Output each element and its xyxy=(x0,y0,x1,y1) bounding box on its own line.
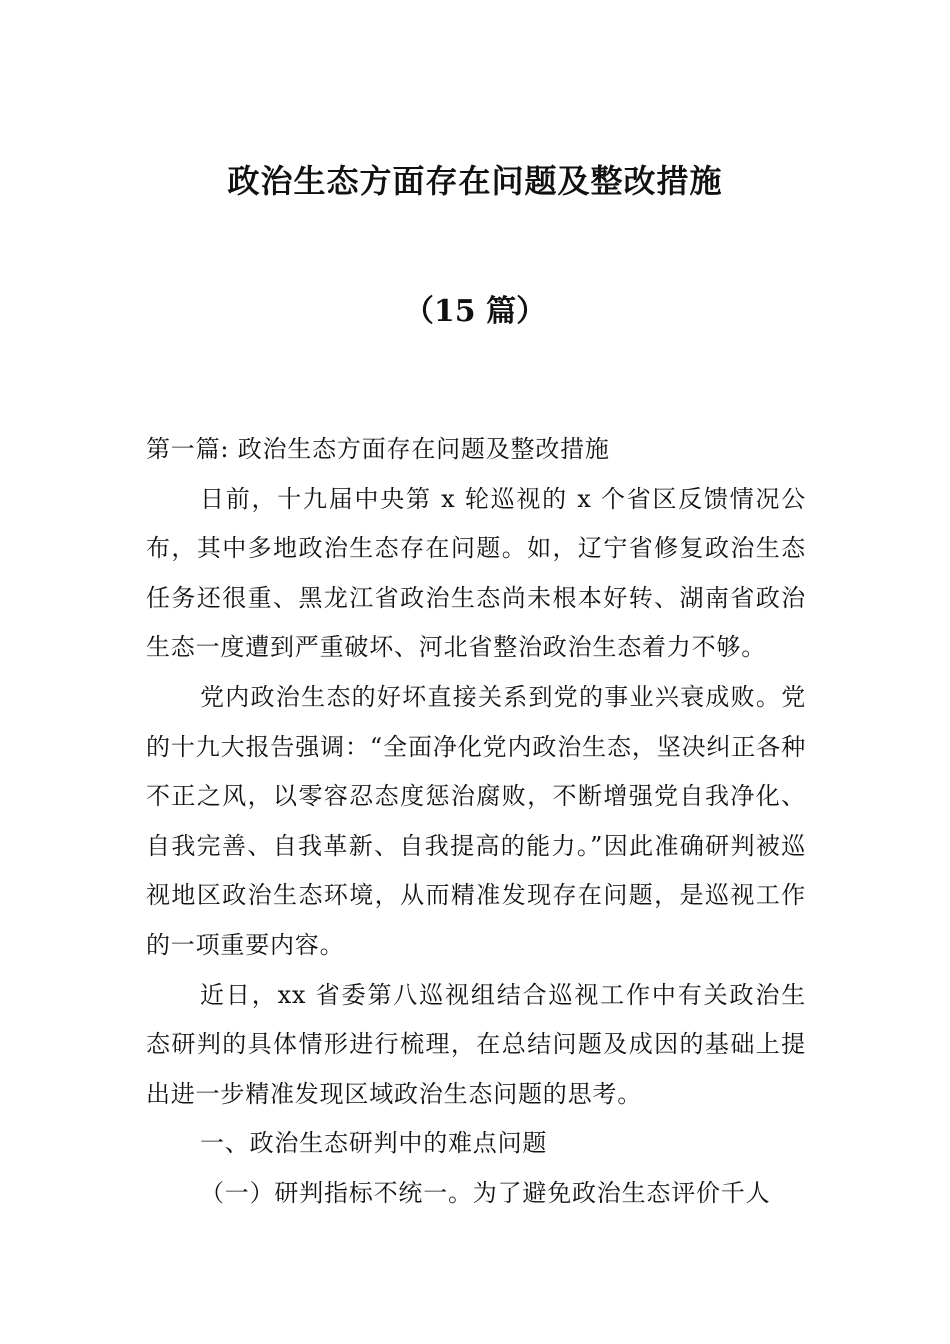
paragraph: 近日，xx 省委第八巡视组结合巡视工作中有关政治生态研判的具体情形进行梳理，在总结问题及成因的基础上提出进一步精准发现区域政治生态问题的思考。 xyxy=(146,980,806,1108)
paragraph: 党内政治生态的好坏直接关系到党的事业兴衰成败。党的十九大报告强调：“全面净化党内政治生态，坚决纠正各种不正之风，以零容忍态度惩治腐败，不断增强党自我净化、自我完善、自我革新、自我提高的能力。”因此准确研判被巡视地区政治生态环境，从而精准发现存在问题，是巡视工作的一项重要内容。 xyxy=(146,682,806,959)
chapter-heading: 第一篇: 政治生态方面存在问题及整改措施 xyxy=(146,435,610,463)
paragraph: （一）研判指标不统一。为了避免政治生态评价千人 xyxy=(200,1178,771,1207)
document-title: 政治生态方面存在问题及整改措施 xyxy=(227,162,723,200)
document-body xyxy=(146,425,806,1219)
section-heading: 一、政治生态研判中的难点问题 xyxy=(200,1129,548,1158)
paragraph: 日前，十九届中央第 x 轮巡视的 x 个省区反馈情况公布，其中多地政治生态存在问题。如，辽宁省修复政治生态任务还很重、黑龙江省政治生态尚未根本好转、湖南省政治生态一度遭到严重破坏、河北省整治政治生态着力不够。 xyxy=(146,484,806,662)
document-subtitle: （15 篇） xyxy=(403,294,547,329)
